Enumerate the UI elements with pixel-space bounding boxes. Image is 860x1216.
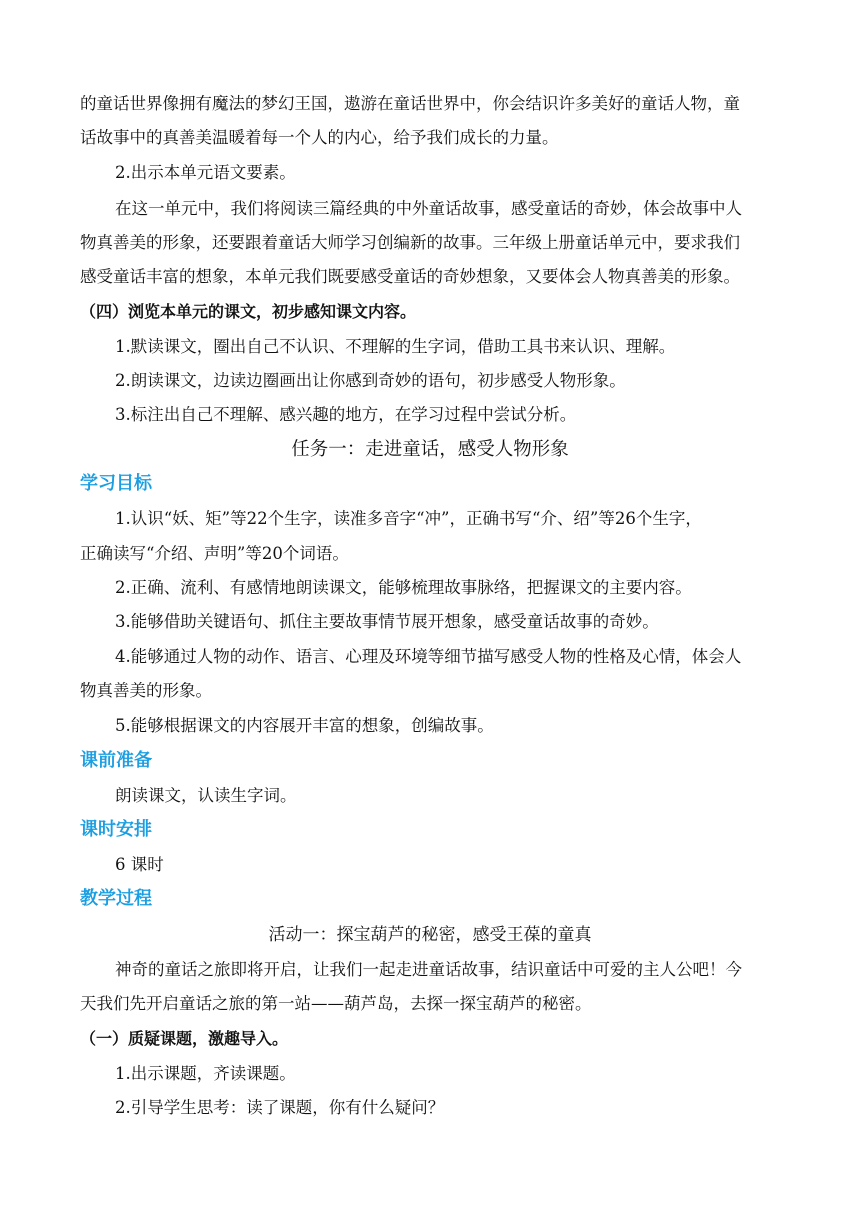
paragraph-line: 1.默读课文，圈出自己不认识、不理解的生字词，借助工具书来认识、理解。: [115, 337, 676, 356]
paragraph-line: 1.出示课题，齐读课题。: [115, 1064, 296, 1083]
paragraph-line: 3.标注出自己不理解、感兴趣的地方，在学习过程中尝试分析。: [115, 405, 577, 424]
prep-text: 朗读课文，认读生字词。: [115, 786, 297, 805]
goal-item: 物真善美的形象。: [80, 681, 212, 700]
goals-heading: 学习目标: [80, 473, 152, 494]
paragraph-line: 天我们先开启童话之旅的第一站——葫芦岛，去探一探宝葫芦的秘密。: [80, 994, 592, 1013]
paragraph-line: 感受童话丰富的想象，本单元我们既要感受童话的奇妙想象，又要体会人物真善美的形象。: [80, 267, 740, 286]
process-heading: 教学过程: [80, 888, 152, 909]
goal-item: 2.正确、流利、有感情地朗读课文，能够梳理故事脉络，把握课文的主要内容。: [115, 578, 692, 597]
section-heading: （一）质疑课题，激趣导入。: [80, 1029, 289, 1048]
section-heading: （四）浏览本单元的课文，初步感知课文内容。: [80, 302, 417, 321]
paragraph-line: 物真善美的形象，还要跟着童话大师学习创编新的故事。三年级上册童话单元中，要求我们: [80, 233, 740, 252]
paragraph-line: 2.朗读课文，边读边圈画出让你感到奇妙的语句，初步感受人物形象。: [115, 371, 626, 390]
paragraph-line: 2.引导学生思考：读了课题，你有什么疑问？: [115, 1098, 445, 1117]
paragraph-line: 神奇的童话之旅即将开启，让我们一起走进童话故事，结识童话中可爱的主人公吧！今: [115, 960, 742, 979]
paragraph-line: 话故事中的真善美温暖着每一个人的内心，给予我们成长的力量。: [80, 128, 559, 147]
prep-heading: 课前准备: [80, 750, 152, 771]
schedule-text: 6 课时: [115, 855, 164, 874]
goal-item: 正确读写“介绍、声明”等20个词语。: [80, 544, 349, 563]
paragraph-line: 在这一单元中，我们将阅读三篇经典的中外童话故事，感受童话的奇妙，体会故事中人: [115, 199, 742, 218]
paragraph-line: 2.出示本单元语文要素。: [115, 163, 296, 182]
goal-item: 4.能够通过人物的动作、语言、心理及环境等细节描写感受人物的性格及心情，体会人: [115, 647, 742, 666]
goal-item: 1.认识“妖、矩”等22个生字，读准多音字“冲”，正确书写“介、绍”等26个生字，: [115, 509, 702, 528]
paragraph-line: 的童话世界像拥有魔法的梦幻王国，遨游在童话世界中，你会结识许多美好的童话人物，童: [80, 94, 740, 113]
activity-title: 活动一：探宝葫芦的秘密，感受王葆的童真: [268, 925, 592, 945]
schedule-heading: 课时安排: [80, 819, 152, 840]
goal-item: 5.能够根据课文的内容展开丰富的想象，创编故事。: [115, 716, 494, 735]
goal-item: 3.能够借助关键语句、抓住主要故事情节展开想象，感受童话故事的奇妙。: [115, 612, 659, 631]
task-title: 任务一：走进童话，感受人物形象: [291, 439, 569, 460]
